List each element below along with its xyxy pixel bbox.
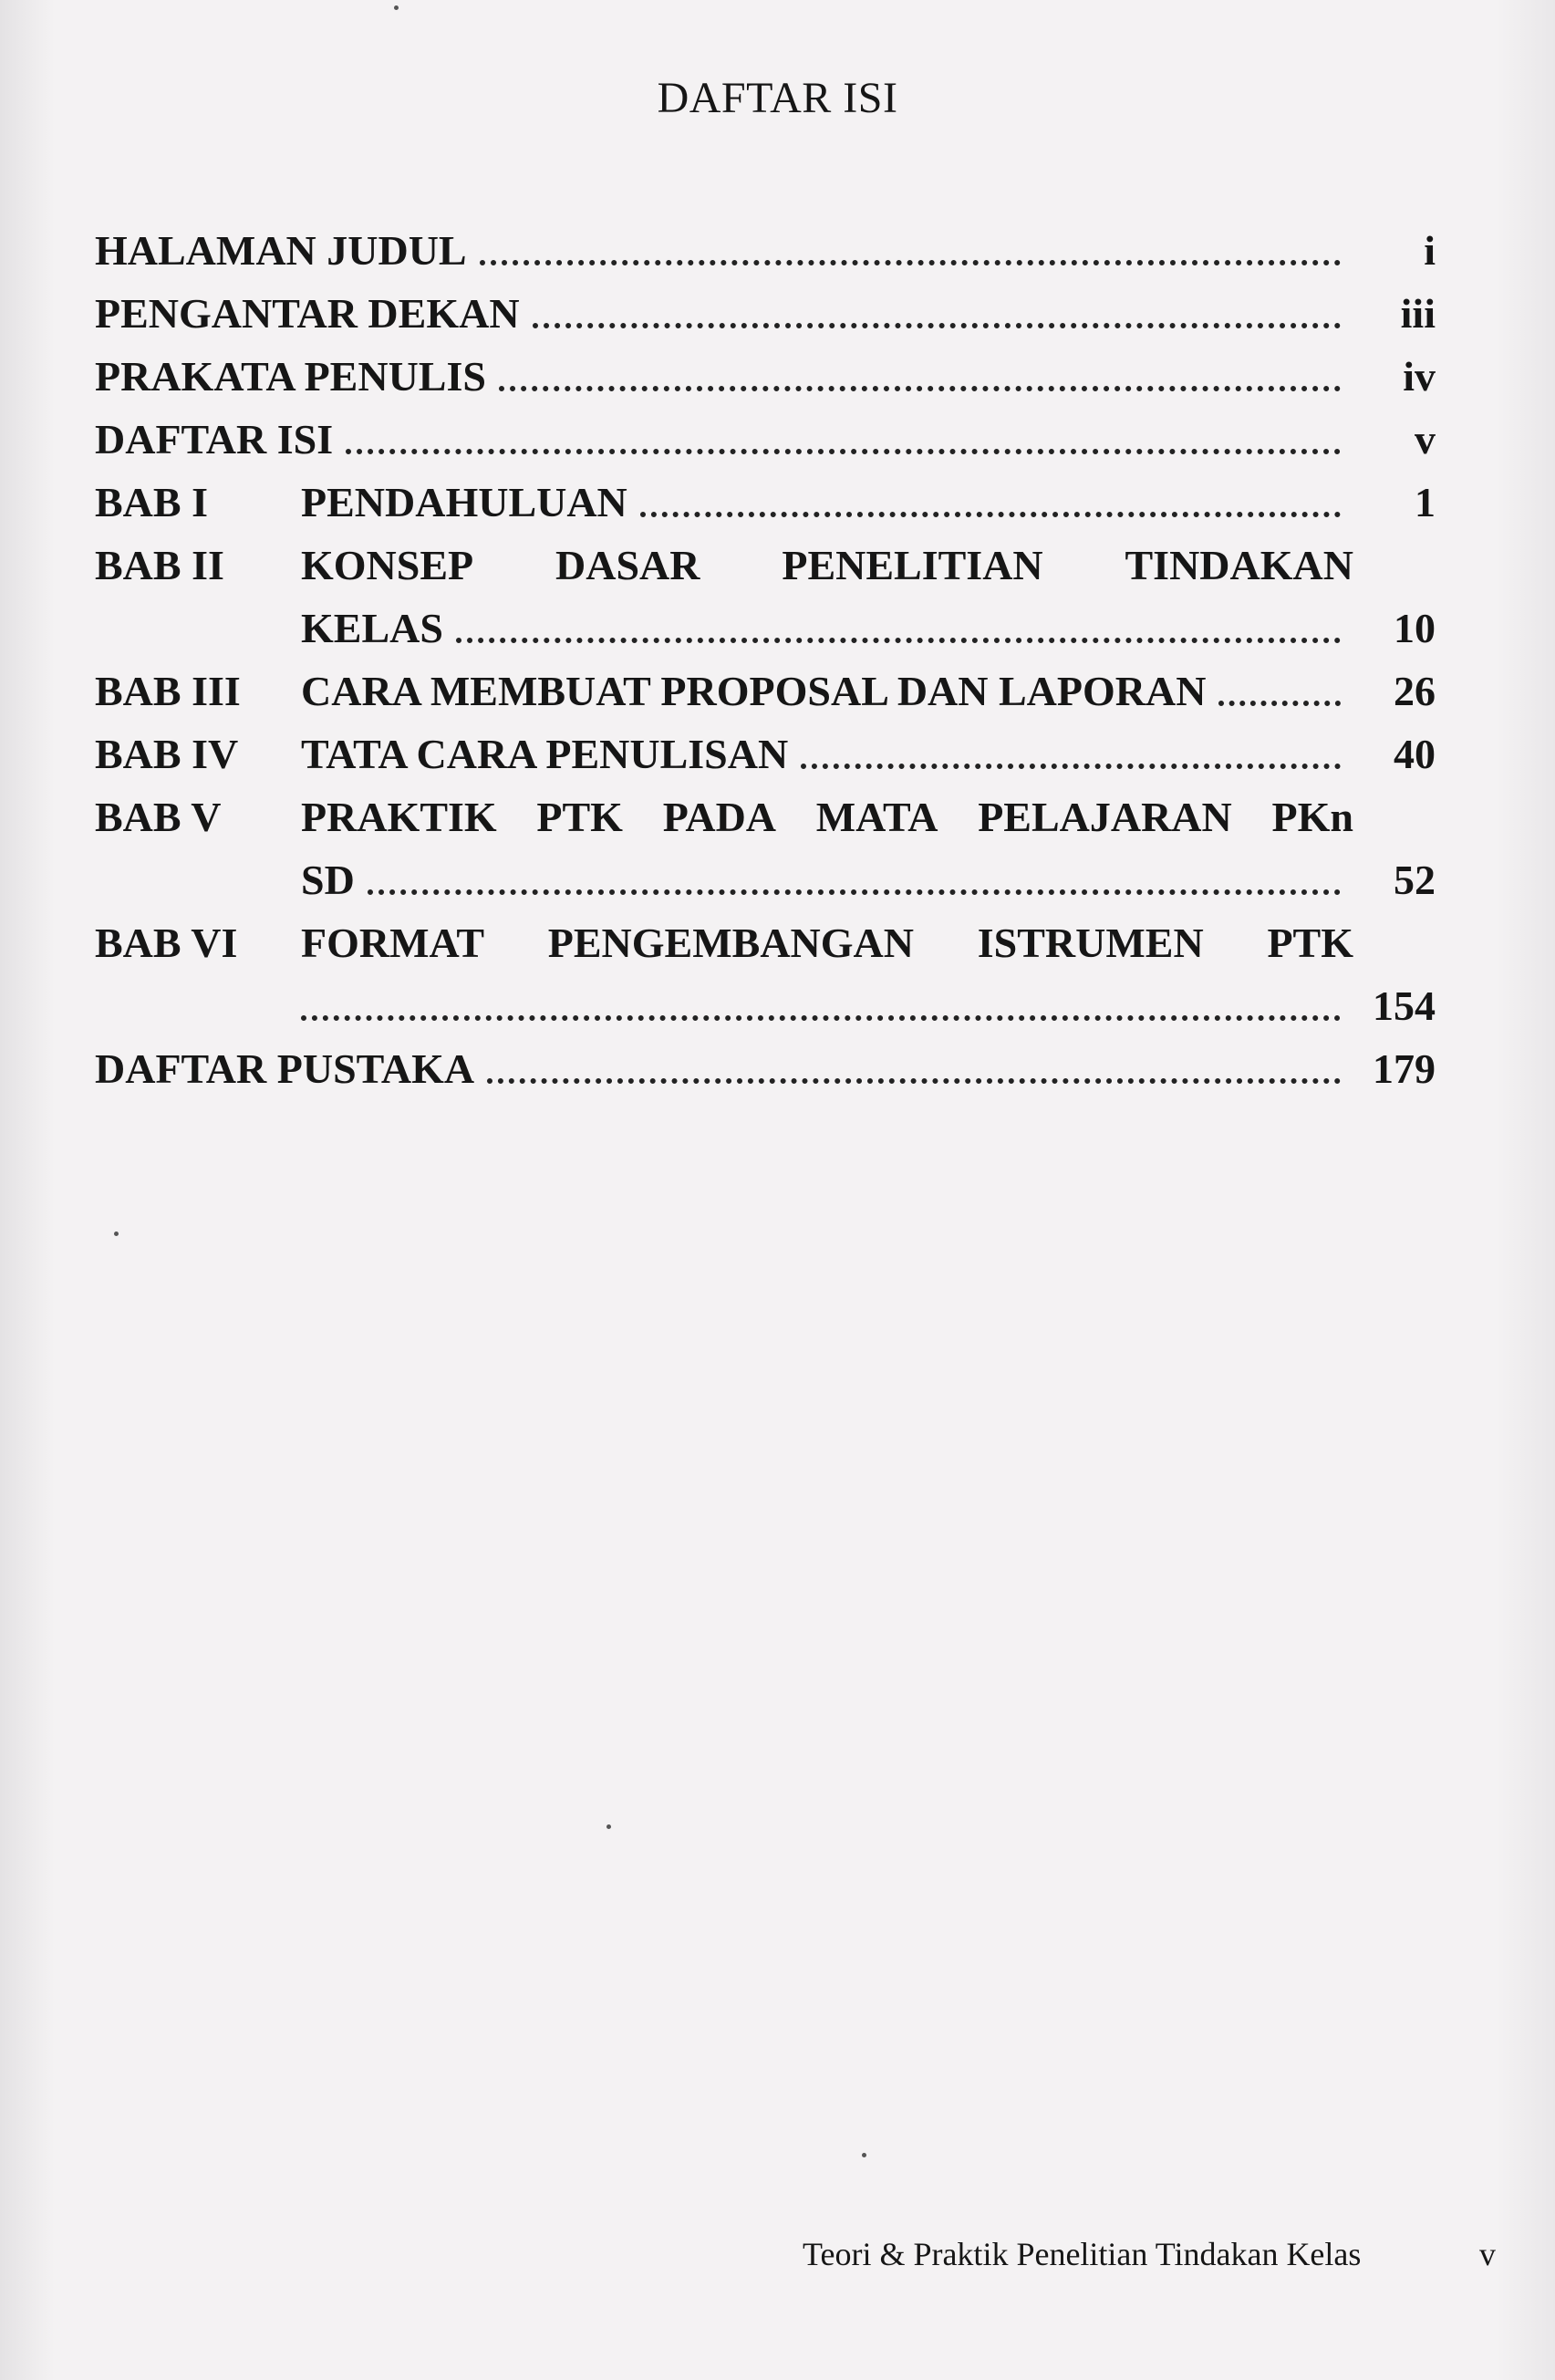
chapter-title-word: PELAJARAN	[978, 794, 1232, 840]
toc-page: v	[1415, 416, 1436, 462]
leader-dots	[487, 1078, 1341, 1084]
leader-dots	[480, 260, 1341, 265]
toc-row-bab-5-cont	[95, 853, 1436, 916]
toc-row-bab-5	[95, 790, 1436, 853]
chapter-title-word: PKn	[1271, 794, 1353, 840]
toc-page: i	[1424, 227, 1436, 274]
chapter-title: PENDAHULUAN	[301, 479, 627, 525]
toc-page: 52	[1394, 857, 1436, 903]
chapter-title: CARA MEMBUAT PROPOSAL DAN LAPORAN	[301, 668, 1207, 714]
toc-page: 154	[1373, 982, 1436, 1029]
toc-label: PRAKATA PENULIS	[95, 353, 486, 400]
toc-page: iv	[1403, 353, 1436, 400]
leader-dots	[301, 1015, 1341, 1021]
toc-label: PENGANTAR DEKAN	[95, 290, 520, 337]
chapter-title-word: KONSEP	[301, 542, 474, 588]
chapter-title: SD	[301, 857, 355, 903]
toc-row-bab-6-cont	[95, 979, 1436, 1042]
toc-page: 1	[1415, 479, 1436, 525]
leader-dots	[801, 764, 1341, 769]
chapter-title-word: PTK	[536, 794, 623, 840]
page-title: DAFTAR ISI	[657, 74, 898, 122]
chapter-title: KELAS	[301, 605, 443, 651]
leader-dots	[456, 638, 1341, 643]
footer-book-title: Teori & Praktik Penelitian Tindakan Kelas	[803, 2236, 1362, 2272]
toc-row-pengantar-dekan	[95, 286, 1436, 349]
toc-row-daftar-pustaka	[95, 1042, 1436, 1105]
chapter-title-word: DASAR	[555, 542, 700, 588]
chapter-title-word: PENGEMBANGAN	[547, 920, 914, 966]
leader-dots	[499, 386, 1341, 391]
leader-dots	[368, 889, 1341, 895]
toc-row-bab-1	[95, 475, 1436, 538]
toc-page: 10	[1394, 605, 1436, 651]
toc-label: DAFTAR ISI	[95, 416, 334, 462]
paper-speck	[114, 1232, 119, 1236]
chapter-title-word: TINDAKAN	[1125, 542, 1353, 588]
table-of-contents	[95, 223, 1436, 1105]
paper-speck	[606, 1824, 611, 1829]
leader-dots	[1218, 701, 1341, 706]
paper-speck	[394, 5, 399, 10]
leader-dots	[533, 323, 1341, 328]
chapter-title-word: PTK	[1267, 920, 1353, 966]
chapter-title-word: ISTRUMEN	[977, 920, 1204, 966]
leader-dots	[640, 512, 1341, 517]
toc-row-bab-2	[95, 538, 1436, 601]
toc-label: HALAMAN JUDUL	[95, 227, 467, 274]
toc-row-halaman-judul	[95, 223, 1436, 286]
toc-row-bab-4	[95, 727, 1436, 790]
chapter-title-word: PENELITIAN	[782, 542, 1043, 588]
chapter-title-word: PADA	[662, 794, 777, 840]
toc-row-daftar-isi	[95, 412, 1436, 475]
toc-page: 40	[1394, 731, 1436, 777]
toc-page: 26	[1394, 668, 1436, 714]
leader-dots	[346, 449, 1341, 454]
toc-row-bab-6	[95, 916, 1436, 979]
chapter-number: BAB IV	[95, 731, 239, 777]
chapter-number: BAB I	[95, 479, 208, 525]
chapter-number: BAB V	[95, 794, 222, 840]
toc-row-bab-2-cont	[95, 601, 1436, 664]
footer-page-number: v	[1479, 2236, 1496, 2272]
toc-row-bab-3	[95, 664, 1436, 727]
page-footer	[803, 2235, 1496, 2273]
chapter-number: BAB III	[95, 668, 241, 714]
toc-row-prakata-penulis	[95, 349, 1436, 412]
toc-label: DAFTAR PUSTAKA	[95, 1045, 475, 1092]
chapter-title-word: PRAKTIK	[301, 794, 497, 840]
chapter-number: BAB VI	[95, 920, 238, 966]
paper-speck	[862, 2153, 866, 2157]
toc-page: 179	[1373, 1045, 1436, 1092]
chapter-title-word: FORMAT	[301, 920, 485, 966]
toc-page: iii	[1400, 290, 1436, 337]
chapter-number: BAB II	[95, 542, 224, 588]
chapter-title: TATA CARA PENULISAN	[301, 731, 789, 777]
chapter-title-word: MATA	[815, 794, 938, 840]
